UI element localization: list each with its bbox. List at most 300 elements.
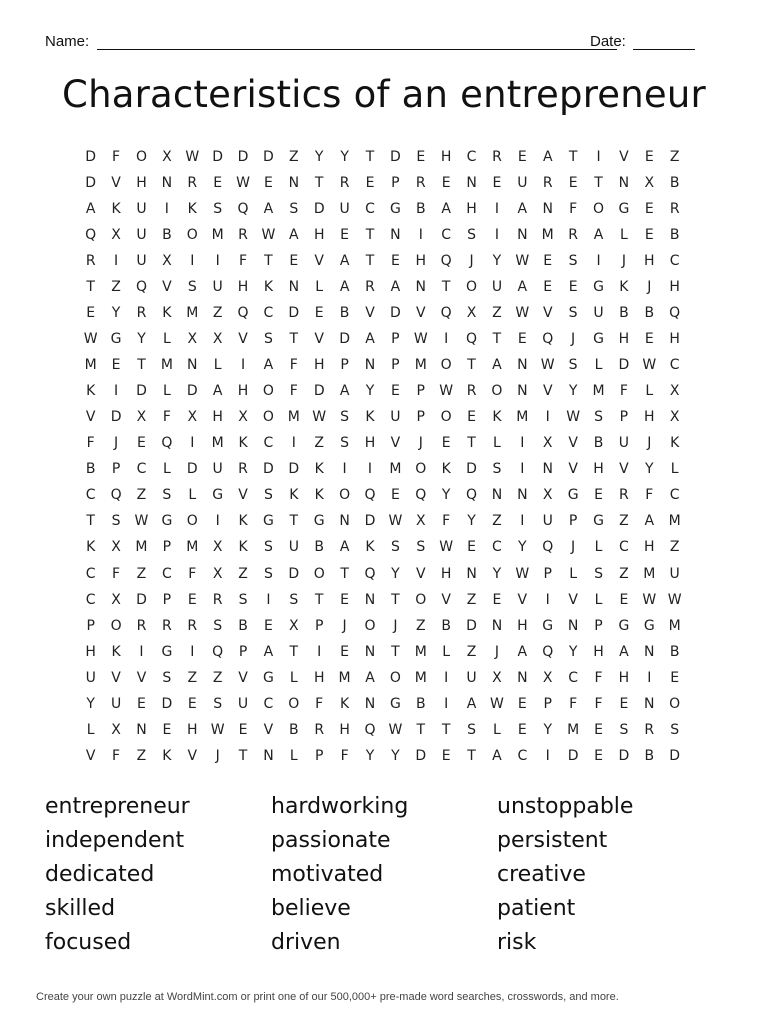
grid-letter[interactable]: M bbox=[414, 669, 427, 686]
grid-letter[interactable]: I bbox=[520, 513, 525, 530]
grid-letter[interactable]: I bbox=[215, 513, 220, 530]
grid-letter[interactable]: P bbox=[543, 695, 552, 712]
grid-letter[interactable]: X bbox=[111, 227, 121, 244]
grid-letter[interactable]: N bbox=[263, 747, 274, 764]
grid-letter[interactable]: X bbox=[212, 539, 223, 556]
grid-letter[interactable]: K bbox=[314, 461, 324, 478]
grid-letter[interactable]: Z bbox=[289, 149, 299, 166]
grid-letter[interactable]: F bbox=[315, 695, 324, 712]
grid-letter[interactable]: S bbox=[263, 331, 273, 348]
grid-letter[interactable]: R bbox=[492, 149, 502, 166]
grid-letter[interactable]: M bbox=[186, 305, 199, 322]
grid-letter[interactable]: E bbox=[289, 253, 299, 270]
grid-letter[interactable]: O bbox=[186, 513, 198, 530]
grid-letter[interactable]: I bbox=[494, 201, 500, 218]
grid-letter[interactable]: I bbox=[494, 227, 500, 244]
grid-letter[interactable]: J bbox=[418, 435, 423, 452]
grid-letter[interactable]: S bbox=[213, 695, 223, 712]
grid-letter[interactable]: E bbox=[390, 383, 400, 400]
grid-letter[interactable]: U bbox=[212, 461, 223, 478]
grid-letter[interactable]: D bbox=[186, 461, 198, 478]
grid-letter[interactable]: L bbox=[493, 435, 501, 452]
grid-letter[interactable]: D bbox=[136, 591, 147, 608]
grid-letter[interactable]: E bbox=[467, 409, 476, 426]
grid-letter[interactable]: N bbox=[517, 227, 528, 244]
grid-letter[interactable]: I bbox=[114, 383, 119, 400]
grid-letter[interactable]: M bbox=[389, 461, 402, 478]
grid-letter[interactable]: D bbox=[466, 617, 477, 634]
grid-letter[interactable]: U bbox=[85, 669, 96, 686]
grid-letter[interactable]: H bbox=[237, 383, 249, 400]
grid-letter[interactable]: O bbox=[110, 617, 122, 634]
grid-letter[interactable]: H bbox=[237, 279, 249, 296]
grid-letter[interactable]: B bbox=[162, 227, 172, 244]
grid-letter[interactable]: W bbox=[210, 721, 225, 738]
grid-letter[interactable]: O bbox=[389, 669, 401, 686]
grid-letter[interactable]: G bbox=[110, 331, 122, 348]
grid-letter[interactable]: S bbox=[162, 487, 172, 504]
grid-letter[interactable]: L bbox=[569, 565, 578, 582]
grid-letter[interactable]: N bbox=[187, 357, 198, 374]
grid-letter[interactable]: F bbox=[112, 747, 121, 764]
grid-letter[interactable]: W bbox=[540, 357, 555, 374]
grid-letter[interactable]: X bbox=[669, 409, 680, 426]
grid-letter[interactable]: A bbox=[263, 643, 274, 660]
grid-letter[interactable]: H bbox=[593, 461, 604, 478]
grid-letter[interactable]: I bbox=[367, 461, 373, 478]
grid-letter[interactable]: L bbox=[162, 331, 171, 348]
grid-letter[interactable]: V bbox=[187, 747, 198, 764]
grid-letter[interactable]: P bbox=[391, 175, 400, 192]
grid-letter[interactable]: Y bbox=[492, 565, 502, 582]
grid-letter[interactable]: J bbox=[393, 617, 398, 634]
grid-letter[interactable]: N bbox=[364, 695, 376, 712]
grid-letter[interactable]: Y bbox=[568, 383, 578, 400]
grid-letter[interactable]: R bbox=[212, 591, 223, 608]
grid-letter[interactable]: V bbox=[111, 669, 121, 686]
grid-letter[interactable]: H bbox=[644, 539, 655, 556]
grid-letter[interactable]: V bbox=[441, 591, 451, 608]
grid-letter[interactable]: V bbox=[85, 409, 96, 426]
grid-letter[interactable]: I bbox=[444, 695, 449, 712]
grid-letter[interactable]: Z bbox=[238, 565, 248, 582]
grid-letter[interactable]: B bbox=[593, 435, 604, 452]
grid-letter[interactable]: T bbox=[238, 747, 248, 764]
grid-letter[interactable]: A bbox=[212, 383, 223, 400]
grid-letter[interactable]: S bbox=[289, 201, 299, 218]
grid-letter[interactable]: T bbox=[594, 175, 603, 192]
grid-letter[interactable]: T bbox=[492, 331, 502, 348]
grid-letter[interactable]: U bbox=[212, 279, 223, 296]
grid-letter[interactable]: D bbox=[618, 357, 630, 374]
grid-letter[interactable]: X bbox=[238, 409, 248, 426]
grid-letter[interactable]: P bbox=[543, 565, 552, 582]
grid-letter[interactable]: Q bbox=[364, 565, 376, 582]
grid-letter[interactable]: M bbox=[668, 513, 681, 530]
grid-letter[interactable]: H bbox=[644, 253, 655, 270]
grid-letter[interactable]: Q bbox=[542, 539, 554, 556]
grid-letter[interactable]: H bbox=[669, 279, 680, 296]
grid-letter[interactable]: E bbox=[187, 695, 197, 712]
grid-letter[interactable]: U bbox=[136, 201, 147, 218]
grid-letter[interactable]: C bbox=[263, 695, 274, 712]
grid-letter[interactable]: M bbox=[541, 227, 554, 244]
grid-letter[interactable]: I bbox=[596, 149, 601, 166]
grid-letter[interactable]: Y bbox=[365, 383, 375, 400]
grid-letter[interactable]: S bbox=[162, 669, 172, 686]
grid-letter[interactable]: X bbox=[111, 721, 121, 738]
grid-letter[interactable]: P bbox=[391, 357, 400, 374]
grid-letter[interactable]: O bbox=[592, 201, 605, 218]
grid-letter[interactable]: G bbox=[313, 513, 325, 530]
grid-letter[interactable]: C bbox=[263, 435, 274, 452]
grid-letter[interactable]: F bbox=[594, 695, 603, 712]
grid-letter[interactable]: X bbox=[644, 175, 655, 192]
grid-letter[interactable]: J bbox=[342, 617, 347, 634]
grid-letter[interactable]: V bbox=[568, 435, 578, 452]
grid-letter[interactable]: C bbox=[466, 149, 477, 166]
grid-letter[interactable]: K bbox=[86, 539, 96, 556]
grid-letter[interactable]: D bbox=[389, 149, 401, 166]
grid-letter[interactable]: F bbox=[86, 435, 95, 452]
grid-letter[interactable]: S bbox=[187, 279, 197, 296]
grid-letter[interactable]: D bbox=[237, 149, 249, 166]
grid-letter[interactable]: R bbox=[339, 175, 350, 192]
grid-letter[interactable]: D bbox=[313, 201, 325, 218]
grid-letter[interactable]: F bbox=[112, 149, 121, 166]
grid-letter[interactable]: N bbox=[415, 279, 427, 296]
grid-letter[interactable]: S bbox=[263, 487, 273, 504]
date-input-line[interactable] bbox=[633, 49, 695, 50]
grid-letter[interactable]: F bbox=[289, 357, 298, 374]
grid-letter[interactable]: X bbox=[415, 513, 426, 530]
grid-letter[interactable]: Q bbox=[161, 435, 173, 452]
grid-letter[interactable]: Q bbox=[110, 487, 122, 504]
grid-letter[interactable]: A bbox=[466, 695, 477, 712]
grid-letter[interactable]: E bbox=[594, 487, 603, 504]
grid-letter[interactable]: Y bbox=[340, 149, 349, 166]
grid-letter[interactable]: T bbox=[289, 513, 299, 530]
grid-letter[interactable]: G bbox=[593, 279, 604, 296]
grid-letter[interactable]: L bbox=[670, 461, 679, 478]
grid-letter[interactable]: M bbox=[516, 409, 529, 426]
grid-letter[interactable]: D bbox=[288, 461, 300, 478]
grid-letter[interactable]: T bbox=[467, 435, 476, 452]
grid-letter[interactable]: S bbox=[390, 539, 400, 556]
grid-letter[interactable]: H bbox=[415, 253, 427, 270]
grid-letter[interactable]: E bbox=[213, 175, 223, 192]
grid-letter[interactable]: I bbox=[545, 747, 550, 764]
grid-letter[interactable]: F bbox=[289, 383, 298, 400]
grid-letter[interactable]: Y bbox=[111, 305, 121, 322]
grid-letter[interactable]: Z bbox=[136, 565, 147, 582]
grid-letter[interactable]: J bbox=[571, 539, 576, 556]
grid-letter[interactable]: I bbox=[190, 253, 195, 270]
grid-letter[interactable]: H bbox=[186, 721, 198, 738]
grid-letter[interactable]: I bbox=[342, 461, 347, 478]
grid-letter[interactable]: A bbox=[517, 643, 528, 660]
grid-letter[interactable]: L bbox=[188, 487, 197, 504]
grid-letter[interactable]: P bbox=[619, 409, 629, 426]
grid-letter[interactable]: F bbox=[645, 487, 654, 504]
grid-letter[interactable]: E bbox=[467, 539, 476, 556]
grid-letter[interactable]: Q bbox=[237, 305, 249, 322]
grid-letter[interactable]: B bbox=[644, 305, 655, 322]
grid-letter[interactable]: B bbox=[339, 305, 350, 322]
grid-letter[interactable]: E bbox=[644, 331, 654, 348]
grid-letter[interactable]: R bbox=[644, 721, 655, 738]
grid-letter[interactable]: E bbox=[568, 175, 578, 192]
grid-letter[interactable]: R bbox=[162, 617, 172, 634]
grid-letter[interactable]: B bbox=[669, 643, 680, 660]
grid-letter[interactable]: L bbox=[162, 461, 171, 478]
grid-letter[interactable]: W bbox=[261, 227, 276, 244]
grid-letter[interactable]: W bbox=[185, 149, 200, 166]
grid-letter[interactable]: A bbox=[542, 149, 553, 166]
grid-letter[interactable]: E bbox=[264, 617, 273, 634]
grid-letter[interactable]: S bbox=[467, 721, 476, 738]
grid-letter[interactable]: C bbox=[568, 669, 578, 686]
grid-letter[interactable]: J bbox=[647, 279, 652, 296]
grid-letter[interactable]: N bbox=[161, 175, 173, 192]
grid-letter[interactable]: Y bbox=[314, 149, 324, 166]
grid-letter[interactable]: Y bbox=[467, 513, 476, 530]
grid-letter[interactable]: U bbox=[542, 513, 553, 530]
grid-letter[interactable]: V bbox=[390, 435, 401, 452]
grid-letter[interactable]: M bbox=[643, 565, 656, 582]
grid-letter[interactable]: Q bbox=[542, 331, 554, 348]
grid-letter[interactable]: T bbox=[365, 253, 375, 270]
grid-letter[interactable]: G bbox=[161, 513, 173, 530]
grid-letter[interactable]: N bbox=[567, 617, 579, 634]
grid-letter[interactable]: L bbox=[162, 383, 171, 400]
grid-letter[interactable]: L bbox=[645, 383, 654, 400]
grid-letter[interactable]: Q bbox=[85, 227, 97, 244]
grid-letter[interactable]: N bbox=[491, 487, 503, 504]
grid-letter[interactable]: Y bbox=[441, 487, 451, 504]
grid-letter[interactable]: A bbox=[492, 357, 502, 374]
grid-letter[interactable]: G bbox=[263, 513, 274, 530]
grid-letter[interactable]: Q bbox=[415, 487, 427, 504]
grid-letter[interactable]: K bbox=[492, 409, 502, 426]
grid-letter[interactable]: H bbox=[313, 669, 325, 686]
grid-letter[interactable]: X bbox=[111, 591, 121, 608]
grid-letter[interactable]: L bbox=[442, 643, 451, 660]
grid-letter[interactable]: G bbox=[618, 201, 630, 218]
grid-letter[interactable]: V bbox=[619, 461, 629, 478]
grid-letter[interactable]: T bbox=[86, 513, 95, 530]
grid-letter[interactable]: C bbox=[85, 591, 96, 608]
grid-letter[interactable]: E bbox=[137, 695, 146, 712]
grid-letter[interactable]: Z bbox=[466, 643, 477, 660]
grid-letter[interactable]: M bbox=[592, 383, 605, 400]
grid-letter[interactable]: A bbox=[593, 227, 604, 244]
grid-letter[interactable]: T bbox=[365, 227, 375, 244]
grid-letter[interactable]: M bbox=[414, 357, 427, 374]
grid-letter[interactable]: K bbox=[162, 747, 172, 764]
grid-letter[interactable]: S bbox=[111, 513, 121, 530]
grid-letter[interactable]: E bbox=[644, 201, 654, 218]
grid-letter[interactable]: Z bbox=[492, 305, 502, 322]
grid-letter[interactable]: E bbox=[441, 747, 451, 764]
grid-letter[interactable]: T bbox=[467, 747, 476, 764]
grid-letter[interactable]: H bbox=[466, 201, 477, 218]
grid-letter[interactable]: V bbox=[517, 591, 528, 608]
grid-letter[interactable]: M bbox=[567, 721, 580, 738]
grid-letter[interactable]: T bbox=[365, 149, 375, 166]
grid-letter[interactable]: E bbox=[619, 591, 629, 608]
grid-letter[interactable]: D bbox=[339, 331, 350, 348]
grid-letter[interactable]: A bbox=[517, 201, 528, 218]
grid-letter[interactable]: K bbox=[619, 279, 629, 296]
grid-letter[interactable]: N bbox=[364, 591, 376, 608]
grid-letter[interactable]: D bbox=[85, 149, 97, 166]
grid-letter[interactable]: B bbox=[669, 175, 680, 192]
grid-letter[interactable]: E bbox=[441, 435, 451, 452]
grid-letter[interactable]: F bbox=[162, 409, 171, 426]
grid-letter[interactable]: S bbox=[416, 539, 426, 556]
grid-letter[interactable]: T bbox=[86, 279, 95, 296]
grid-letter[interactable]: X bbox=[212, 565, 223, 582]
name-input-line[interactable] bbox=[97, 49, 617, 50]
grid-letter[interactable]: Y bbox=[568, 643, 578, 660]
grid-letter[interactable]: C bbox=[669, 487, 680, 504]
grid-letter[interactable]: R bbox=[136, 617, 147, 634]
grid-letter[interactable]: N bbox=[136, 721, 147, 738]
grid-letter[interactable]: N bbox=[542, 201, 553, 218]
grid-letter[interactable]: K bbox=[111, 643, 121, 660]
grid-letter[interactable]: P bbox=[162, 591, 172, 608]
grid-letter[interactable]: U bbox=[110, 695, 122, 712]
grid-letter[interactable]: I bbox=[215, 253, 220, 270]
grid-letter[interactable]: E bbox=[670, 669, 680, 686]
grid-letter[interactable]: E bbox=[111, 357, 121, 374]
grid-letter[interactable]: A bbox=[365, 669, 375, 686]
grid-letter[interactable]: W bbox=[312, 409, 327, 426]
grid-letter[interactable]: Y bbox=[492, 253, 502, 270]
grid-letter[interactable]: Z bbox=[111, 279, 121, 296]
grid-letter[interactable]: H bbox=[618, 669, 630, 686]
grid-letter[interactable]: E bbox=[340, 591, 350, 608]
grid-letter[interactable]: C bbox=[517, 747, 528, 764]
grid-letter[interactable]: K bbox=[162, 305, 172, 322]
grid-letter[interactable]: E bbox=[517, 331, 527, 348]
grid-letter[interactable]: B bbox=[644, 747, 655, 764]
grid-letter[interactable]: O bbox=[135, 149, 147, 166]
grid-letter[interactable]: N bbox=[517, 669, 528, 686]
grid-letter[interactable]: Z bbox=[314, 435, 324, 452]
grid-letter[interactable]: K bbox=[86, 383, 96, 400]
grid-letter[interactable]: T bbox=[289, 331, 299, 348]
grid-letter[interactable]: Q bbox=[364, 487, 376, 504]
grid-letter[interactable]: R bbox=[187, 175, 198, 192]
grid-letter[interactable]: Z bbox=[466, 591, 477, 608]
grid-letter[interactable]: L bbox=[594, 357, 603, 374]
grid-letter[interactable]: N bbox=[644, 643, 655, 660]
grid-letter[interactable]: J bbox=[494, 643, 500, 660]
grid-letter[interactable]: U bbox=[491, 279, 503, 296]
grid-letter[interactable]: Z bbox=[212, 305, 223, 322]
grid-letter[interactable]: C bbox=[263, 305, 274, 322]
grid-letter[interactable]: H bbox=[669, 331, 680, 348]
grid-letter[interactable]: X bbox=[669, 383, 680, 400]
grid-letter[interactable]: C bbox=[441, 227, 452, 244]
grid-letter[interactable]: E bbox=[314, 305, 324, 322]
grid-letter[interactable]: W bbox=[515, 305, 530, 322]
grid-letter[interactable]: R bbox=[365, 279, 375, 296]
grid-letter[interactable]: I bbox=[520, 435, 525, 452]
grid-letter[interactable]: Q bbox=[135, 279, 147, 296]
grid-letter[interactable]: S bbox=[467, 227, 476, 244]
grid-letter[interactable]: N bbox=[288, 279, 300, 296]
grid-letter[interactable]: O bbox=[313, 565, 325, 582]
grid-letter[interactable]: E bbox=[568, 279, 578, 296]
grid-letter[interactable]: G bbox=[542, 617, 554, 634]
grid-letter[interactable]: T bbox=[441, 721, 451, 738]
grid-letter[interactable]: I bbox=[647, 669, 652, 686]
grid-letter[interactable]: O bbox=[415, 591, 427, 608]
grid-letter[interactable]: U bbox=[390, 409, 401, 426]
grid-letter[interactable]: S bbox=[238, 591, 248, 608]
grid-letter[interactable]: A bbox=[517, 279, 528, 296]
grid-letter[interactable]: T bbox=[289, 643, 299, 660]
grid-letter[interactable]: D bbox=[288, 305, 300, 322]
grid-letter[interactable]: V bbox=[238, 331, 248, 348]
grid-letter[interactable]: I bbox=[596, 253, 601, 270]
grid-letter[interactable]: S bbox=[619, 721, 629, 738]
grid-letter[interactable]: W bbox=[388, 513, 403, 530]
grid-letter[interactable]: A bbox=[289, 227, 299, 244]
grid-letter[interactable]: S bbox=[340, 409, 350, 426]
grid-letter[interactable]: G bbox=[618, 617, 630, 634]
grid-letter[interactable]: O bbox=[466, 279, 478, 296]
grid-letter[interactable]: K bbox=[289, 487, 299, 504]
grid-letter[interactable]: U bbox=[466, 669, 477, 686]
grid-letter[interactable]: D bbox=[161, 695, 173, 712]
grid-letter[interactable]: E bbox=[594, 721, 603, 738]
grid-letter[interactable]: I bbox=[520, 461, 525, 478]
grid-letter[interactable]: W bbox=[515, 565, 530, 582]
grid-letter[interactable]: R bbox=[238, 461, 248, 478]
grid-letter[interactable]: X bbox=[136, 409, 147, 426]
grid-letter[interactable]: W bbox=[515, 253, 530, 270]
grid-letter[interactable]: V bbox=[542, 305, 553, 322]
grid-letter[interactable]: B bbox=[314, 539, 325, 556]
grid-letter[interactable]: A bbox=[619, 643, 629, 660]
grid-letter[interactable]: P bbox=[391, 331, 400, 348]
grid-letter[interactable]: M bbox=[211, 435, 224, 452]
grid-letter[interactable]: I bbox=[114, 253, 119, 270]
grid-letter[interactable]: Y bbox=[391, 565, 400, 582]
grid-letter[interactable]: K bbox=[263, 279, 274, 296]
grid-letter[interactable]: H bbox=[364, 435, 376, 452]
grid-letter[interactable]: N bbox=[618, 175, 630, 192]
grid-letter[interactable]: O bbox=[262, 383, 274, 400]
grid-letter[interactable]: H bbox=[136, 175, 147, 192]
grid-letter[interactable]: H bbox=[618, 331, 630, 348]
grid-letter[interactable]: U bbox=[288, 539, 299, 556]
grid-letter[interactable]: Q bbox=[440, 305, 452, 322]
grid-letter[interactable]: E bbox=[441, 175, 451, 192]
grid-letter[interactable]: E bbox=[492, 591, 502, 608]
grid-letter[interactable]: Y bbox=[391, 747, 400, 764]
grid-letter[interactable]: X bbox=[466, 305, 477, 322]
grid-letter[interactable]: X bbox=[542, 435, 553, 452]
grid-letter[interactable]: H bbox=[212, 409, 223, 426]
grid-letter[interactable]: L bbox=[493, 721, 501, 738]
grid-letter[interactable]: D bbox=[364, 513, 376, 530]
grid-letter[interactable]: G bbox=[593, 513, 604, 530]
